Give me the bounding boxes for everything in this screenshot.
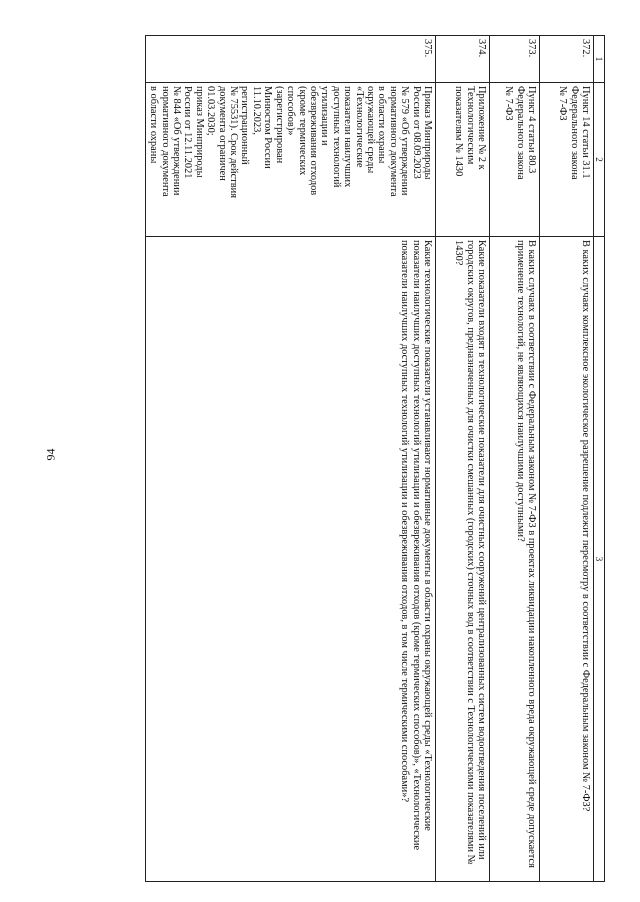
row-number: 374.	[436, 36, 490, 83]
row-question: Какие показатели входят в технологические показатели для очистных сооружений централизованных систем водоотведения поселений или городских округов, предназначенных для очистки смешанных (городских) сточных вод в соответствии с Технологическими показателями № 1430?	[436, 237, 490, 882]
table-row	[540, 36, 594, 882]
row-source: Приложение № 2 к Технологическим показателям № 1430	[436, 83, 490, 237]
table-header-row	[594, 36, 605, 882]
table-row	[436, 36, 490, 882]
row-question: Какие технологические показатели устанавливают нормативные документы в области охраны окружающей среды «Технологические показатели наилучших доступных технологий утилизации и обезвреживания отходов (кроме термических способов)», «Технологические показатели наилучших доступных технологий утилизации и обезвреживания отходов, в том числе термическими способами»?	[145, 237, 435, 882]
table-row	[145, 36, 435, 882]
rotated-table-wrapper	[100, 35, 605, 881]
row-number: 375.	[145, 36, 435, 83]
page-number: 94	[43, 448, 58, 461]
row-question: В каких случаях комплексное экологическое разрешение подлежит пересмотру в соответствии с Федеральным законом № 7-ФЗ?	[540, 237, 594, 882]
questions-table	[145, 35, 605, 882]
row-source: Приказ Минприроды России от 08.09.2023 № 579 «Об утверждении нормативного документа в области охраны окружающей среды «Технологические показатели наилучших доступных технологий утилизации и обезвреживания отходов (кроме термических способов)» (зарегистрирован Минюстом России 11.10.2023, регистрационный № 75531). Срок действия документа ограничен 01.03.2030; приказ Минприроды России от 12.11.2021 № 844 «Об утверждении нормативного документа в области охраны	[145, 83, 435, 237]
row-source: Пункт 4 статьи 80.3 Федерального закона № 7-ФЗ	[490, 83, 540, 237]
table-row	[490, 36, 540, 882]
row-number: 372.	[540, 36, 594, 83]
header-col-3: 3	[594, 237, 605, 882]
row-source: Пункт 14 статьи 31.1 Федерального закона № 7-ФЗ	[540, 83, 594, 237]
row-number: 373.	[490, 36, 540, 83]
header-col-1: 1	[594, 36, 605, 83]
header-col-2: 2	[594, 83, 605, 237]
row-question: В каких случаях в соответствии с Федеральным законом № 7-ФЗ в проектах ликвидации накопленного вреда окружающей среде допускается применение технологий, не являющихся наилучшими доступными?	[490, 237, 540, 882]
